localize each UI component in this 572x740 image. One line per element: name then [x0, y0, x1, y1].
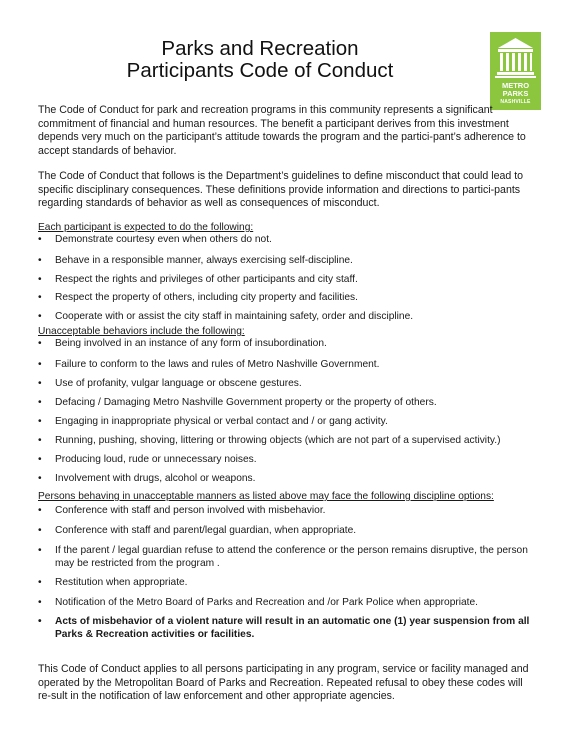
- list-item-text: Defacing / Damaging Metro Nashville Government property or the property of others.: [55, 397, 437, 408]
- list-item-text: Conference with staff and person involved with misbehavior.: [55, 505, 326, 516]
- bullet-icon: •: [38, 525, 42, 536]
- page-title: [60, 38, 460, 82]
- title-line-1: Parks and Recreation: [161, 37, 359, 60]
- list-item-text: Running, pushing, shoving, littering or throwing objects (which are not part of a supervised activity.): [55, 435, 501, 446]
- list-item-text: Producing loud, rude or unnecessary noises.: [55, 454, 257, 465]
- logo-text-nashville: NASHVILLE: [500, 99, 531, 105]
- bullet-icon: •: [38, 545, 42, 556]
- bullet-icon: •: [38, 274, 42, 285]
- bullet-icon: •: [38, 338, 42, 349]
- bullet-icon: •: [38, 378, 42, 389]
- bullet-icon: •: [38, 454, 42, 465]
- bullet-icon: •: [38, 616, 42, 627]
- closing-paragraph: This Code of Conduct applies to all persons participating in any program, service or facility managed and operated by the Metropolitan Board of Parks and Recreation. Repeated refusal to obey these codes will re-sult in the notification of law enforcement and other appropriate agencies.: [38, 663, 529, 702]
- bullet-icon: •: [38, 505, 42, 516]
- list-item-text: Conference with staff and parent/legal guardian, when appropriate.: [55, 525, 357, 536]
- metro-parks-logo: [490, 32, 541, 110]
- list-item-text: Being involved in an instance of any form of insubordination.: [55, 338, 327, 349]
- unacceptable-heading: Unacceptable behaviors include the following:: [38, 326, 245, 337]
- bullet-icon: •: [38, 577, 42, 588]
- bullet-icon: •: [38, 311, 42, 322]
- bullet-icon: •: [38, 435, 42, 446]
- bullet-icon: •: [38, 397, 42, 408]
- list-item-text: Cooperate with or assist the city staff in maintaining safety, order and discipline.: [55, 311, 414, 322]
- list-item-text: Use of profanity, vulgar language or obscene gestures.: [55, 378, 302, 389]
- suspension-warning-text: Acts of misbehavior of a violent nature will result in an automatic one (1) year suspension from all Parks & Recreation activities or facilities.: [55, 616, 530, 640]
- list-item-text: Failure to conform to the laws and rules of Metro Nashville Government.: [55, 359, 380, 370]
- list-item-text: Notification of the Metro Board of Parks and Recreation and /or Park Police when appropriate.: [55, 597, 479, 608]
- bullet-icon: •: [38, 597, 42, 608]
- list-item-text: Engaging in inappropriate physical or verbal contact and / or gang activity.: [55, 416, 388, 427]
- expected-heading: Each participant is expected to do the following:: [38, 222, 254, 233]
- list-item-text: Involvement with drugs, alcohol or weapons.: [55, 473, 256, 484]
- bullet-icon: •: [38, 255, 42, 266]
- list-item-text: Restitution when appropriate.: [55, 577, 188, 588]
- bullet-icon: •: [38, 292, 42, 303]
- title-line-2: Participants Code of Conduct: [126, 59, 394, 82]
- list-item-text: Respect the property of others, including city property and facilities.: [55, 292, 358, 303]
- list-item-text: Demonstrate courtesy even when others do not.: [55, 234, 272, 245]
- bullet-icon: •: [38, 416, 42, 427]
- bullet-icon: •: [38, 359, 42, 370]
- intro-paragraph-1: The Code of Conduct for park and recreation programs in this community represents a significant commitment of financial and human resources. The benefit a participant derives from this investment depends very much on the participant’s attitude towards the program and the partici-pant’s adherence to accept standards of behavior.: [38, 104, 526, 157]
- logo-text-metro: METRO: [501, 81, 530, 90]
- parthenon-icon: [490, 32, 541, 82]
- logo-text-parks: PARKS: [502, 89, 529, 98]
- bullet-icon: •: [38, 473, 42, 484]
- list-item-text: Behave in a responsible manner, always exercising self-discipline.: [55, 255, 353, 266]
- list-item-text: Respect the rights and privileges of other participants and city staff.: [55, 274, 358, 285]
- list-item-text: If the parent / legal guardian refuse to attend the conference or the person remains disruptive, the person may be restricted from the program .: [55, 545, 528, 569]
- discipline-heading: Persons behaving in unacceptable manners as listed above may face the following discipline options:: [38, 491, 494, 502]
- intro-paragraph-2: The Code of Conduct that follows is the Department’s guidelines to define misconduct that could lead to specific disciplinary consequences. These definitions provide information and directions to partici-pants regarding standards of behavior as well as consequences of misconduct.: [38, 170, 524, 209]
- bullet-icon: •: [38, 234, 42, 245]
